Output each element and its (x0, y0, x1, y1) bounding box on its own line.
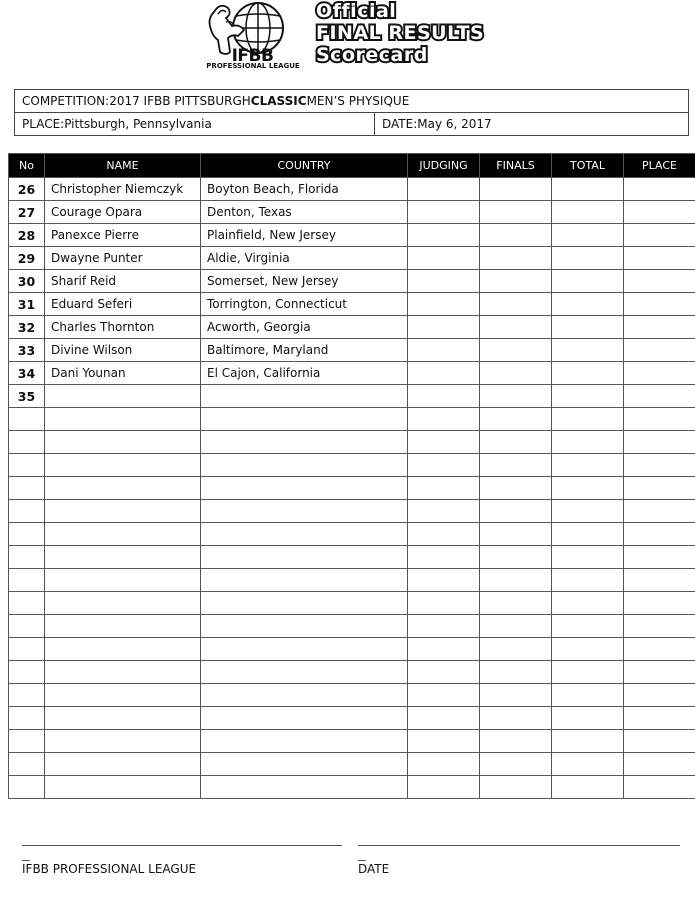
cell-name: Courage Opara (45, 201, 201, 224)
cell-place (624, 247, 695, 270)
cell-judging (408, 546, 480, 569)
cell-country (201, 500, 408, 523)
cell-no (9, 546, 45, 569)
cell-finals (480, 753, 552, 776)
place-label: PLACE: (22, 117, 65, 131)
cell-name (45, 454, 201, 477)
cell-no (9, 776, 45, 799)
cell-place (624, 730, 695, 753)
cell-finals (480, 408, 552, 431)
cell-total (552, 385, 624, 408)
cell-finals (480, 684, 552, 707)
cell-place (624, 546, 695, 569)
cell-country (201, 776, 408, 799)
cell-country (201, 684, 408, 707)
cell-finals (480, 569, 552, 592)
cell-no (9, 477, 45, 500)
cell-judging (408, 523, 480, 546)
cell-name (45, 385, 201, 408)
cell-name (45, 500, 201, 523)
cell-name: Eduard Seferi (45, 293, 201, 316)
title-line-final-results: FINAL RESULTS (316, 22, 485, 44)
col-header-name: NAME (45, 154, 201, 178)
cell-name (45, 776, 201, 799)
table-row (9, 615, 695, 638)
cell-finals (480, 592, 552, 615)
league-signature-line (22, 845, 342, 846)
competition-name-start: 2017 IFBB PITTSBURGH (109, 94, 251, 108)
cell-country (201, 638, 408, 661)
cell-judging (408, 684, 480, 707)
cell-name (45, 431, 201, 454)
cell-place (624, 569, 695, 592)
cell-finals (480, 247, 552, 270)
cell-no (9, 454, 45, 477)
cell-name: Panexce Pierre (45, 224, 201, 247)
cell-country (201, 615, 408, 638)
cell-country: Acworth, Georgia (201, 316, 408, 339)
cell-no (9, 408, 45, 431)
cell-total (552, 224, 624, 247)
cell-country (201, 477, 408, 500)
results-table (8, 153, 695, 799)
cell-name (45, 546, 201, 569)
date-value: May 6, 2017 (417, 117, 492, 131)
table-row (9, 224, 695, 247)
cell-place (624, 454, 695, 477)
cell-country (201, 523, 408, 546)
table-row (9, 431, 695, 454)
cell-judging (408, 707, 480, 730)
cell-finals (480, 730, 552, 753)
cell-total (552, 477, 624, 500)
cell-name (45, 684, 201, 707)
cell-total (552, 523, 624, 546)
cell-total (552, 178, 624, 201)
cell-name: Charles Thornton (45, 316, 201, 339)
cell-name: Dani Younan (45, 362, 201, 385)
col-header-no: No (9, 154, 45, 178)
competition-name-end: MEN’S PHYSIQUE (306, 94, 410, 108)
cell-name (45, 592, 201, 615)
table-row (9, 477, 695, 500)
cell-finals (480, 546, 552, 569)
title-line-scorecard: Scorecard (316, 44, 428, 66)
table-row (9, 454, 695, 477)
table-row (9, 546, 695, 569)
cell-total (552, 362, 624, 385)
cell-total (552, 776, 624, 799)
cell-no: 35 (9, 385, 45, 408)
date-signature-line (358, 845, 680, 846)
league-signature-tick (22, 860, 30, 861)
cell-total (552, 339, 624, 362)
table-row (9, 339, 695, 362)
table-row (9, 500, 695, 523)
cell-name: Divine Wilson (45, 339, 201, 362)
cell-country (201, 730, 408, 753)
cell-place (624, 523, 695, 546)
competition-field (15, 90, 409, 112)
cell-judging (408, 638, 480, 661)
logo-subtitle: PROFESSIONAL LEAGUE (206, 62, 300, 70)
cell-name (45, 569, 201, 592)
cell-name: Christopher Niemczyk (45, 178, 201, 201)
cell-place (624, 753, 695, 776)
cell-country (201, 431, 408, 454)
cell-country: Baltimore, Maryland (201, 339, 408, 362)
cell-no: 27 (9, 201, 45, 224)
cell-finals (480, 615, 552, 638)
cell-name (45, 661, 201, 684)
cell-place (624, 408, 695, 431)
cell-place (624, 776, 695, 799)
cell-total (552, 201, 624, 224)
cell-judging (408, 224, 480, 247)
cell-total (552, 569, 624, 592)
cell-finals (480, 707, 552, 730)
cell-finals (480, 776, 552, 799)
cell-country: Somerset, New Jersey (201, 270, 408, 293)
col-header-country: COUNTRY (201, 154, 408, 178)
cell-place (624, 178, 695, 201)
cell-name (45, 615, 201, 638)
col-header-total: TOTAL (552, 154, 624, 178)
cell-name (45, 753, 201, 776)
table-row (9, 178, 695, 201)
date-label: DATE: (382, 117, 418, 131)
cell-no (9, 523, 45, 546)
cell-no: 31 (9, 293, 45, 316)
cell-finals (480, 661, 552, 684)
cell-no (9, 615, 45, 638)
cell-total (552, 684, 624, 707)
cell-country: Torrington, Connecticut (201, 293, 408, 316)
cell-total (552, 546, 624, 569)
table-row (9, 385, 695, 408)
cell-judging (408, 201, 480, 224)
table-body (9, 178, 695, 799)
cell-no (9, 661, 45, 684)
cell-total (552, 592, 624, 615)
cell-country: El Cajon, California (201, 362, 408, 385)
cell-total (552, 408, 624, 431)
cell-judging (408, 615, 480, 638)
table-header-row (9, 154, 695, 178)
cell-no (9, 753, 45, 776)
cell-judging (408, 247, 480, 270)
competition-info-box (14, 89, 689, 136)
table-row (9, 523, 695, 546)
cell-total (552, 293, 624, 316)
cell-country (201, 707, 408, 730)
table-row (9, 707, 695, 730)
cell-place (624, 592, 695, 615)
competition-row (15, 90, 688, 112)
cell-finals (480, 224, 552, 247)
place-value: Pittsburgh, Pennsylvania (64, 117, 212, 131)
table-row (9, 408, 695, 431)
cell-total (552, 454, 624, 477)
cell-total (552, 730, 624, 753)
cell-judging (408, 339, 480, 362)
cell-place (624, 339, 695, 362)
document-title (316, 0, 484, 66)
table-row (9, 776, 695, 799)
cell-country (201, 569, 408, 592)
cell-country: Plainfield, New Jersey (201, 224, 408, 247)
cell-name (45, 523, 201, 546)
cell-country (201, 592, 408, 615)
cell-country: Boyton Beach, Florida (201, 178, 408, 201)
table-row (9, 362, 695, 385)
date-field (375, 113, 688, 135)
table-row (9, 201, 695, 224)
cell-country (201, 661, 408, 684)
table-row (9, 316, 695, 339)
cell-no: 28 (9, 224, 45, 247)
cell-total (552, 500, 624, 523)
competition-division-bold: CLASSIC (250, 94, 307, 108)
cell-no (9, 638, 45, 661)
cell-name (45, 477, 201, 500)
cell-total (552, 615, 624, 638)
date-signature-tick (358, 860, 366, 861)
table-row (9, 592, 695, 615)
cell-judging (408, 431, 480, 454)
cell-finals (480, 523, 552, 546)
table-row (9, 247, 695, 270)
table-row (9, 569, 695, 592)
cell-name (45, 707, 201, 730)
place-field (15, 113, 375, 135)
cell-judging (408, 592, 480, 615)
cell-finals (480, 339, 552, 362)
col-header-judging: JUDGING (408, 154, 480, 178)
cell-finals (480, 638, 552, 661)
cell-country (201, 408, 408, 431)
cell-total (552, 431, 624, 454)
cell-total (552, 707, 624, 730)
cell-judging (408, 730, 480, 753)
logo-wordmark: IFBB (231, 46, 274, 66)
cell-name: Dwayne Punter (45, 247, 201, 270)
cell-finals (480, 293, 552, 316)
cell-country (201, 753, 408, 776)
cell-finals (480, 431, 552, 454)
cell-no (9, 684, 45, 707)
cell-judging (408, 661, 480, 684)
cell-place (624, 362, 695, 385)
cell-finals (480, 477, 552, 500)
cell-place (624, 638, 695, 661)
place-date-row (15, 112, 688, 135)
cell-judging (408, 178, 480, 201)
table-row (9, 661, 695, 684)
cell-place (624, 201, 695, 224)
cell-country (201, 454, 408, 477)
cell-finals (480, 500, 552, 523)
cell-no (9, 707, 45, 730)
cell-judging (408, 385, 480, 408)
table-row (9, 270, 695, 293)
cell-judging (408, 408, 480, 431)
cell-finals (480, 201, 552, 224)
cell-place (624, 477, 695, 500)
cell-no (9, 500, 45, 523)
table-row (9, 293, 695, 316)
cell-total (552, 247, 624, 270)
cell-place (624, 661, 695, 684)
cell-judging (408, 270, 480, 293)
cell-name (45, 408, 201, 431)
league-signature-label: IFBB PROFESSIONAL LEAGUE (22, 862, 197, 876)
cell-country: Aldie, Virginia (201, 247, 408, 270)
table-row (9, 684, 695, 707)
cell-judging (408, 477, 480, 500)
cell-total (552, 270, 624, 293)
cell-no: 30 (9, 270, 45, 293)
cell-place (624, 431, 695, 454)
cell-judging (408, 293, 480, 316)
cell-finals (480, 270, 552, 293)
cell-place (624, 224, 695, 247)
cell-no: 34 (9, 362, 45, 385)
cell-name: Sharif Reid (45, 270, 201, 293)
cell-place (624, 316, 695, 339)
cell-no (9, 569, 45, 592)
cell-finals (480, 454, 552, 477)
cell-finals (480, 385, 552, 408)
cell-no (9, 592, 45, 615)
cell-place (624, 707, 695, 730)
cell-finals (480, 316, 552, 339)
col-header-place: PLACE (624, 154, 695, 178)
table-row (9, 753, 695, 776)
cell-judging (408, 776, 480, 799)
cell-name (45, 730, 201, 753)
cell-no: 29 (9, 247, 45, 270)
col-header-finals: FINALS (480, 154, 552, 178)
cell-place (624, 270, 695, 293)
cell-total (552, 753, 624, 776)
cell-place (624, 684, 695, 707)
cell-country: Denton, Texas (201, 201, 408, 224)
cell-finals (480, 362, 552, 385)
cell-judging (408, 500, 480, 523)
cell-name (45, 638, 201, 661)
table-row (9, 730, 695, 753)
cell-judging (408, 362, 480, 385)
cell-judging (408, 753, 480, 776)
cell-total (552, 661, 624, 684)
cell-place (624, 293, 695, 316)
cell-no (9, 730, 45, 753)
cell-place (624, 615, 695, 638)
cell-place (624, 500, 695, 523)
cell-finals (480, 178, 552, 201)
date-signature-label: DATE (358, 862, 390, 876)
cell-no: 32 (9, 316, 45, 339)
competition-label: COMPETITION: (22, 94, 110, 108)
page-header (0, 0, 695, 80)
cell-country (201, 385, 408, 408)
table-row (9, 638, 695, 661)
title-line-official: Official (316, 0, 397, 22)
cell-total (552, 316, 624, 339)
cell-country (201, 546, 408, 569)
cell-judging (408, 316, 480, 339)
cell-place (624, 385, 695, 408)
cell-no: 33 (9, 339, 45, 362)
cell-no (9, 431, 45, 454)
cell-no: 26 (9, 178, 45, 201)
cell-judging (408, 454, 480, 477)
cell-total (552, 638, 624, 661)
cell-judging (408, 569, 480, 592)
